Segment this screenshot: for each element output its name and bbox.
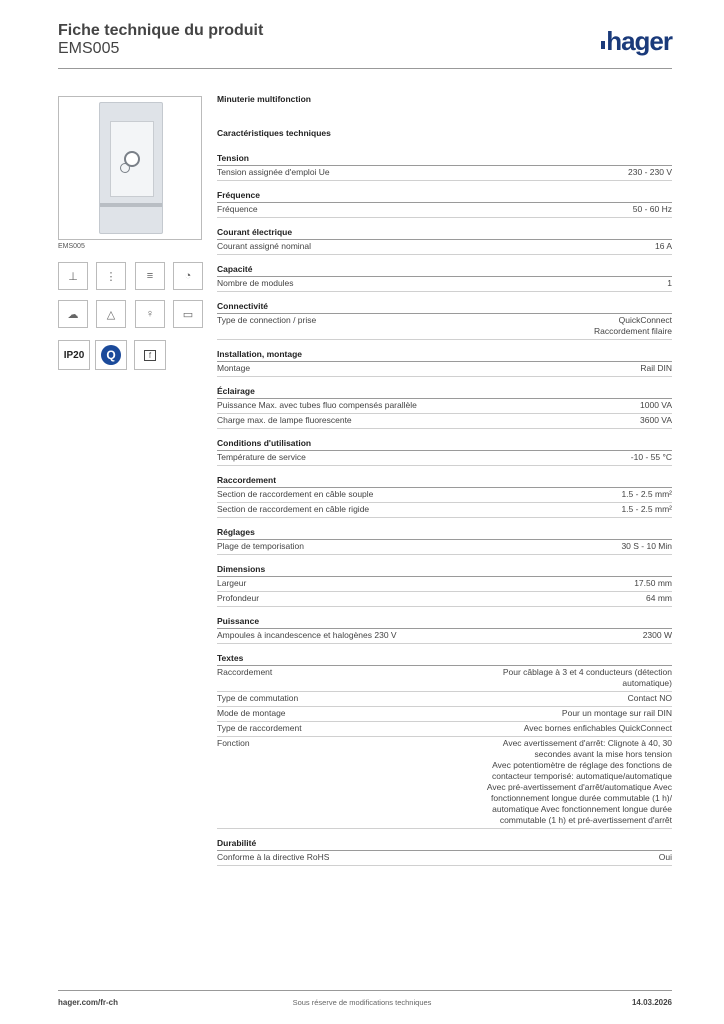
spec-value: 1000 VA bbox=[640, 400, 672, 410]
spec-group-title: Puissance bbox=[217, 614, 672, 629]
spec-row bbox=[217, 692, 672, 707]
spec-label: Section de raccordement en câble rigide bbox=[217, 504, 370, 514]
spec-row bbox=[217, 488, 672, 503]
spec-group bbox=[217, 562, 672, 607]
lamp-icon: ⊥ bbox=[58, 262, 88, 290]
spec-label: Charge max. de lampe fluorescente bbox=[217, 415, 352, 425]
spec-value: 3600 VA bbox=[640, 415, 672, 425]
spec-value: 1.5 - 2.5 mm² bbox=[621, 504, 672, 514]
quickconnect-icon: Q bbox=[95, 340, 127, 370]
cloud-icon: ☁ bbox=[58, 300, 88, 328]
spec-group bbox=[217, 262, 672, 292]
spec-value: Pour câblage à 3 et 4 conducteurs (détection automatique) bbox=[502, 667, 672, 688]
spec-row bbox=[217, 166, 672, 181]
spec-row bbox=[217, 666, 672, 692]
spec-groups bbox=[217, 151, 672, 866]
spec-value: Rail DIN bbox=[640, 363, 672, 373]
spec-label: Nombre de modules bbox=[217, 278, 294, 288]
spec-row bbox=[217, 722, 672, 737]
spec-label: Conforme à la directive RoHS bbox=[217, 852, 330, 862]
spec-row bbox=[217, 277, 672, 292]
footer-divider bbox=[58, 990, 672, 991]
spec-value: 17.50 mm bbox=[634, 578, 672, 588]
spec-group bbox=[217, 384, 672, 429]
spec-value: 16 A bbox=[654, 241, 672, 251]
spec-group bbox=[217, 347, 672, 377]
spec-value: Avec bornes enfichables QuickConnect bbox=[523, 723, 672, 733]
spec-row bbox=[217, 240, 672, 255]
spec-value: 230 - 230 V bbox=[628, 167, 672, 177]
pendant-lamp-icon: △ bbox=[96, 300, 126, 328]
spec-group-title: Durabilité bbox=[217, 836, 672, 851]
spec-group-title: Capacité bbox=[217, 262, 672, 277]
footer-date: 14.03.2026 bbox=[631, 998, 672, 1007]
spec-label: Tension assignée d'emploi Ue bbox=[217, 167, 330, 177]
fluorescent-tube-icon: ⋮ bbox=[96, 262, 126, 290]
spec-label: Largeur bbox=[217, 578, 247, 588]
spec-group-title: Conditions d'utilisation bbox=[217, 436, 672, 451]
spec-label: Profondeur bbox=[217, 593, 260, 603]
spec-label: Section de raccordement en câble souple bbox=[217, 489, 374, 499]
spec-group bbox=[217, 188, 672, 218]
spec-value: Pour un montage sur rail DIN bbox=[561, 708, 672, 718]
spec-label: Courant assigné nominal bbox=[217, 241, 312, 251]
ip20-icon: IP20 bbox=[58, 340, 90, 370]
spec-row bbox=[217, 540, 672, 555]
tube-lamp-icon: ▭ bbox=[173, 300, 203, 328]
footer-website[interactable]: hager.com/fr-ch bbox=[58, 998, 119, 1007]
spec-label: Fonction bbox=[217, 738, 250, 748]
header-divider bbox=[58, 68, 672, 69]
spec-group bbox=[217, 151, 672, 181]
spec-group bbox=[217, 836, 672, 866]
spec-row bbox=[217, 399, 672, 414]
spec-row bbox=[217, 414, 672, 429]
product-type: Minuterie multifonction bbox=[217, 94, 311, 104]
page-header bbox=[58, 22, 263, 58]
spec-group-title: Courant électrique bbox=[217, 225, 672, 240]
spec-label: Puissance Max. avec tubes fluo compensés parallèle bbox=[217, 400, 417, 410]
spec-group bbox=[217, 651, 672, 829]
spec-row bbox=[217, 737, 672, 829]
spec-label: Fréquence bbox=[217, 204, 258, 214]
spec-label: Mode de montage bbox=[217, 708, 286, 718]
spec-label: Montage bbox=[217, 363, 251, 373]
spec-value: 1 bbox=[667, 278, 672, 288]
spec-group-title: Textes bbox=[217, 651, 672, 666]
spec-row bbox=[217, 314, 672, 340]
product-reference: EMS005 bbox=[58, 40, 120, 57]
product-image bbox=[58, 96, 202, 240]
spec-value: 30 S - 10 Min bbox=[621, 541, 672, 551]
spec-group-title: Installation, montage bbox=[217, 347, 672, 362]
spec-row bbox=[217, 577, 672, 592]
spec-label: Raccordement bbox=[217, 667, 273, 677]
spec-group-title: Raccordement bbox=[217, 473, 672, 488]
hager-logo: hager bbox=[601, 26, 672, 57]
spec-value: QuickConnect Raccordement filaire bbox=[594, 315, 672, 336]
spec-value: 1.5 - 2.5 mm² bbox=[621, 489, 672, 499]
spec-group-title: Éclairage bbox=[217, 384, 672, 399]
spec-row bbox=[217, 362, 672, 377]
spec-value: -10 - 55 °C bbox=[630, 452, 672, 462]
spec-value: 64 mm bbox=[646, 593, 672, 603]
footer-notice: Sous réserve de modifications techniques bbox=[292, 998, 432, 1007]
timer-function-icon: f bbox=[134, 340, 166, 370]
spec-group-title: Réglages bbox=[217, 525, 672, 540]
spec-row bbox=[217, 503, 672, 518]
page-title: Fiche technique du produit bbox=[58, 22, 264, 39]
spec-group bbox=[217, 225, 672, 255]
section-title: Caractéristiques techniques bbox=[217, 128, 331, 138]
image-caption: EMS005 bbox=[58, 243, 85, 250]
spec-label: Plage de temporisation bbox=[217, 541, 304, 551]
spec-row bbox=[217, 629, 672, 644]
spec-value: Contact NO bbox=[627, 693, 672, 703]
spec-label: Type de raccordement bbox=[217, 723, 302, 733]
spec-row bbox=[217, 707, 672, 722]
spec-group-title: Fréquence bbox=[217, 188, 672, 203]
technical-specs bbox=[217, 94, 672, 873]
compact-lamp-icon: ≡ bbox=[135, 262, 165, 290]
spec-row bbox=[217, 592, 672, 607]
spec-value: 2300 W bbox=[642, 630, 672, 640]
spec-group bbox=[217, 299, 672, 340]
spec-label: Type de commutation bbox=[217, 693, 299, 703]
spec-group-title: Connectivité bbox=[217, 299, 672, 314]
spec-group bbox=[217, 473, 672, 518]
spec-row bbox=[217, 451, 672, 466]
spec-value: 50 - 60 Hz bbox=[632, 204, 672, 214]
spec-row bbox=[217, 203, 672, 218]
spec-value: Avec avertissement d'arrêt: Clignote à 40, 30 secondes avant la mise hors tension Avec potentiomètre de réglage des fonctions de contacteur temporisé: automatique/automatique Avec pré-avertissement d'arrêt/automatique Avec fonctionnement longue durée commutable (1 h)/ automatique Avec fonctionnement longue durée commutable (1 h) et pré-avertissement d'arrêt bbox=[486, 738, 672, 825]
spec-value: Oui bbox=[658, 852, 672, 862]
spec-label: Type de connection / prise bbox=[217, 315, 317, 325]
timer-device-illustration bbox=[99, 102, 163, 234]
bulb-icon: ♀ bbox=[135, 300, 165, 328]
spec-group-title: Dimensions bbox=[217, 562, 672, 577]
spec-row bbox=[217, 851, 672, 866]
spec-label: Température de service bbox=[217, 452, 306, 462]
spec-group-title: Tension bbox=[217, 151, 672, 166]
spec-label: Ampoules à incandescence et halogènes 230 V bbox=[217, 630, 397, 640]
spec-group bbox=[217, 436, 672, 466]
spec-group bbox=[217, 614, 672, 644]
spotlight-icon: ◔ bbox=[173, 262, 203, 290]
spec-group bbox=[217, 525, 672, 555]
